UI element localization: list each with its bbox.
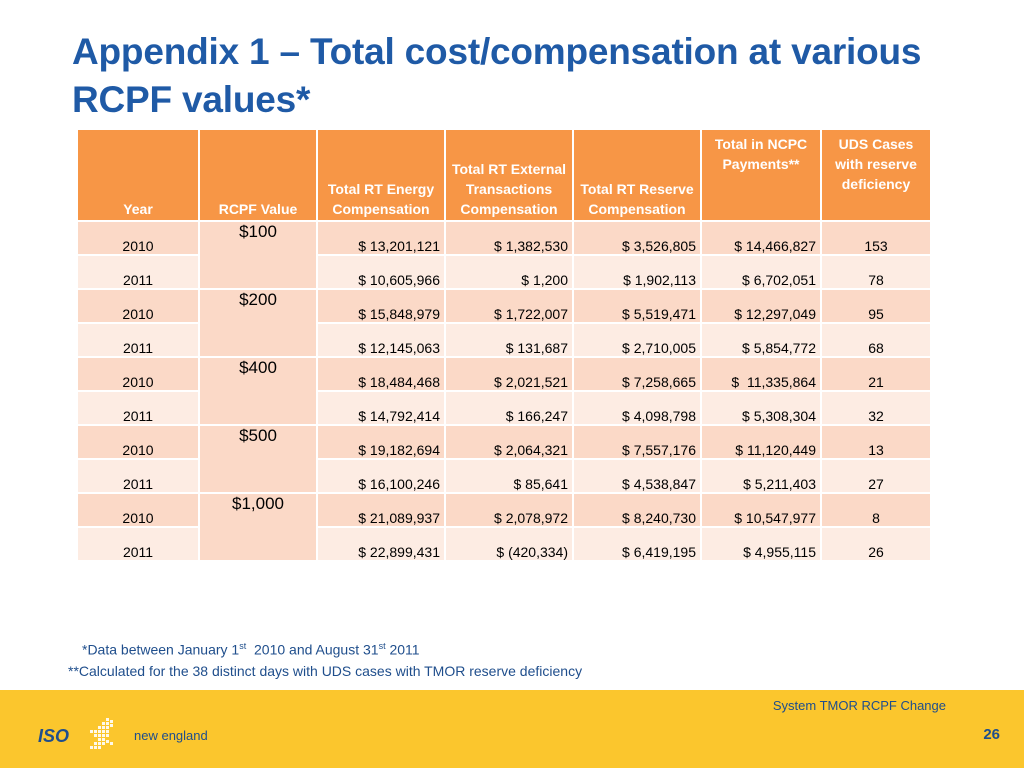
cell-uds: 27 — [821, 459, 931, 493]
cell-reserve: $ 3,526,805 — [573, 221, 701, 255]
cell-external: $ 2,064,321 — [445, 425, 573, 459]
cell-rcpf-value: $200 — [199, 289, 317, 357]
cell-rcpf-value: $500 — [199, 425, 317, 493]
footnote-text: 2011 — [385, 641, 420, 658]
logo-new-england-text: new england — [134, 728, 208, 743]
table-row — [77, 357, 931, 391]
footnote-data-period — [68, 636, 582, 661]
cell-energy: $ 18,484,468 — [317, 357, 445, 391]
presentation-subject: System TMOR RCPF Change — [772, 698, 946, 713]
cell-uds: 26 — [821, 527, 931, 561]
cell-year: 2010 — [77, 425, 199, 459]
cell-reserve: $ 8,240,730 — [573, 493, 701, 527]
header-energy-compensation: Total RT Energy Compensation — [317, 129, 445, 221]
cell-ncpc: $ 12,297,049 — [701, 289, 821, 323]
table-row — [77, 221, 931, 255]
cell-rcpf-value: $1,000 — [199, 493, 317, 561]
cell-energy: $ 22,899,431 — [317, 527, 445, 561]
cell-year: 2010 — [77, 357, 199, 391]
cell-ncpc: $ 5,211,403 — [701, 459, 821, 493]
cell-ncpc: $ 14,466,827 — [701, 221, 821, 255]
cell-year: 2011 — [77, 255, 199, 289]
iso-new-england-logo — [38, 716, 218, 756]
cell-reserve: $ 7,557,176 — [573, 425, 701, 459]
table-body — [77, 221, 931, 561]
cell-ncpc: $ 11,335,864 — [701, 357, 821, 391]
cell-reserve: $ 7,258,665 — [573, 357, 701, 391]
slide-title: Appendix 1 – Total cost/compensation at various RCPF values* — [72, 31, 922, 120]
cell-reserve: $ 2,710,005 — [573, 323, 701, 357]
footnote-text: 2010 and August 31 — [246, 641, 379, 658]
footnote-superscript: st — [378, 641, 386, 651]
cell-reserve: $ 1,902,113 — [573, 255, 701, 289]
cell-external: $ 131,687 — [445, 323, 573, 357]
compensation-table — [76, 128, 932, 562]
footnotes — [68, 636, 582, 682]
header-uds-cases: UDS Cases with reserve deficiency — [821, 129, 931, 221]
cell-uds: 153 — [821, 221, 931, 255]
cell-energy: $ 13,201,121 — [317, 221, 445, 255]
header-reserve-compensation: Total RT Reserve Compensation — [573, 129, 701, 221]
cell-energy: $ 15,848,979 — [317, 289, 445, 323]
cell-external: $ (420,334) — [445, 527, 573, 561]
cell-external: $ 2,078,972 — [445, 493, 573, 527]
table-row — [77, 289, 931, 323]
cell-ncpc: $ 11,120,449 — [701, 425, 821, 459]
footer-band — [0, 690, 1024, 768]
cell-uds: 68 — [821, 323, 931, 357]
cell-ncpc: $ 6,702,051 — [701, 255, 821, 289]
footnote-superscript: st — [239, 641, 247, 651]
cell-energy: $ 16,100,246 — [317, 459, 445, 493]
footnote-text: *Data between January 1 — [82, 641, 240, 658]
cell-uds: 21 — [821, 357, 931, 391]
cell-uds: 78 — [821, 255, 931, 289]
cell-ncpc: $ 10,547,977 — [701, 493, 821, 527]
cell-external: $ 2,021,521 — [445, 357, 573, 391]
cell-reserve: $ 4,538,847 — [573, 459, 701, 493]
cell-uds: 13 — [821, 425, 931, 459]
cell-year: 2010 — [77, 493, 199, 527]
cell-ncpc: $ 5,308,304 — [701, 391, 821, 425]
cell-reserve: $ 4,098,798 — [573, 391, 701, 425]
cell-reserve: $ 6,419,195 — [573, 527, 701, 561]
cell-external: $ 85,641 — [445, 459, 573, 493]
header-rcpf-value: RCPF Value — [199, 129, 317, 221]
cell-year: 2011 — [77, 391, 199, 425]
table-header-row — [77, 129, 931, 221]
cell-external: $ 1,200 — [445, 255, 573, 289]
header-ncpc-payments: Total in NCPC Payments** — [701, 129, 821, 221]
header-year: Year — [77, 129, 199, 221]
cell-energy: $ 10,605,966 — [317, 255, 445, 289]
cell-ncpc: $ 5,854,772 — [701, 323, 821, 357]
cell-energy: $ 21,089,937 — [317, 493, 445, 527]
cell-external: $ 166,247 — [445, 391, 573, 425]
cell-uds: 95 — [821, 289, 931, 323]
cell-uds: 8 — [821, 493, 931, 527]
cell-external: $ 1,722,007 — [445, 289, 573, 323]
cell-uds: 32 — [821, 391, 931, 425]
cell-energy: $ 19,182,694 — [317, 425, 445, 459]
cell-reserve: $ 5,519,471 — [573, 289, 701, 323]
cell-rcpf-value: $400 — [199, 357, 317, 425]
cell-year: 2011 — [77, 323, 199, 357]
cell-year: 2011 — [77, 527, 199, 561]
cell-year: 2010 — [77, 289, 199, 323]
cell-year: 2010 — [77, 221, 199, 255]
cell-year: 2011 — [77, 459, 199, 493]
new-england-map-icon — [82, 716, 130, 756]
cell-ncpc: $ 4,955,115 — [701, 527, 821, 561]
cell-energy: $ 12,145,063 — [317, 323, 445, 357]
cell-external: $ 1,382,530 — [445, 221, 573, 255]
cell-energy: $ 14,792,414 — [317, 391, 445, 425]
header-external-compensation: Total RT External Transactions Compensation — [445, 129, 573, 221]
page-number: 26 — [983, 726, 1000, 743]
footnote-ncpc-calculation: **Calculated for the 38 distinct days with UDS cases with TMOR reserve deficiency — [68, 662, 583, 679]
table-row — [77, 493, 931, 527]
cell-rcpf-value: $100 — [199, 221, 317, 289]
table-row — [77, 425, 931, 459]
logo-iso-text: ISO — [38, 726, 70, 746]
